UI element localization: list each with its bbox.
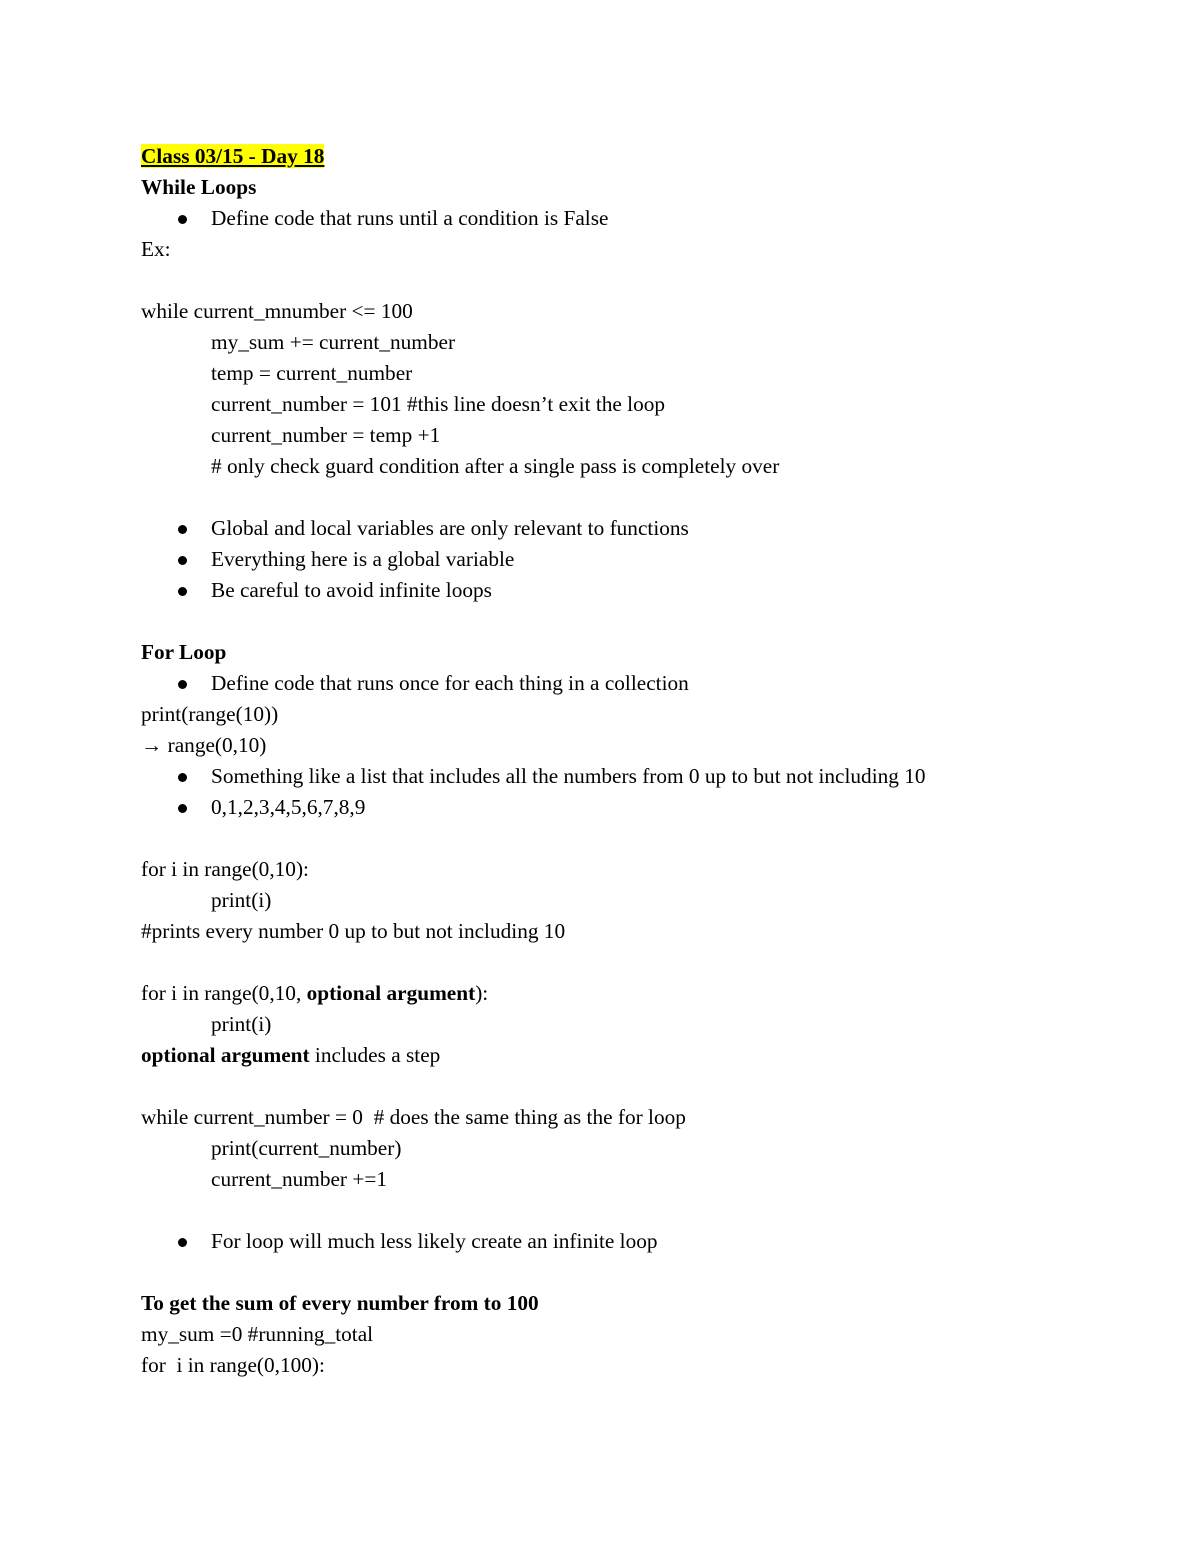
spacer bbox=[141, 947, 1071, 978]
list-item: For loop will much less likely create an infinite loop bbox=[141, 1226, 1071, 1257]
list-item: Define code that runs until a condition is False bbox=[141, 203, 1071, 234]
code-line: my_sum =0 #running_total bbox=[141, 1322, 374, 1346]
bullet-icon bbox=[178, 587, 187, 596]
document-page bbox=[141, 141, 1071, 1381]
code-line: for i in range(0,100): bbox=[141, 1353, 325, 1377]
optional-argument-note: optional argument includes a step bbox=[141, 1043, 441, 1067]
bullet-icon bbox=[178, 1238, 187, 1247]
code-line: temp = current_number bbox=[211, 361, 413, 385]
doc-title: Class 03/15 - Day 18 bbox=[141, 144, 325, 168]
while-loops-heading: While Loops bbox=[141, 175, 257, 199]
bullet-icon bbox=[178, 556, 187, 565]
bullet-icon bbox=[178, 525, 187, 534]
spacer bbox=[141, 1257, 1071, 1288]
code-line: # only check guard condition after a single pass is completely over bbox=[211, 454, 780, 478]
list-item: Define code that runs once for each thing in a collection bbox=[141, 668, 1071, 699]
code-line: for i in range(0,10, optional argument): bbox=[141, 981, 489, 1005]
bullet-icon bbox=[178, 215, 187, 224]
code-line: while current_number = 0 # does the same thing as the for loop bbox=[141, 1105, 686, 1129]
list-item: Global and local variables are only relevant to functions bbox=[141, 513, 1071, 544]
code-output-line: → range(0,10) bbox=[141, 733, 267, 757]
list-item: Everything here is a global variable bbox=[141, 544, 1071, 575]
spacer bbox=[141, 1195, 1071, 1226]
bullet-icon bbox=[178, 773, 187, 782]
code-line: print(range(10)) bbox=[141, 702, 279, 726]
list-item: Be careful to avoid infinite loops bbox=[141, 575, 1071, 606]
list-item: 0,1,2,3,4,5,6,7,8,9 bbox=[141, 792, 1071, 823]
spacer bbox=[141, 265, 1071, 296]
code-line: print(i) bbox=[211, 1012, 272, 1036]
spacer bbox=[141, 823, 1071, 854]
spacer bbox=[141, 482, 1071, 513]
code-line: current_number +=1 bbox=[211, 1167, 388, 1191]
code-line: my_sum += current_number bbox=[211, 330, 456, 354]
code-line: print(i) bbox=[211, 888, 272, 912]
sum-heading: To get the sum of every number from to 100 bbox=[141, 1291, 539, 1315]
doc-title-line bbox=[141, 141, 1071, 172]
code-line: current_number = 101 #this line doesn’t exit the loop bbox=[211, 392, 666, 416]
code-line: while current_mnumber <= 100 bbox=[141, 299, 413, 323]
bullet-icon bbox=[178, 804, 187, 813]
code-line: for i in range(0,10): bbox=[141, 857, 309, 881]
for-loop-heading: For Loop bbox=[141, 640, 227, 664]
spacer bbox=[141, 606, 1071, 637]
list-item: Something like a list that includes all the numbers from 0 up to but not including 10 bbox=[141, 761, 1071, 792]
spacer bbox=[141, 1071, 1071, 1102]
bullet-icon bbox=[178, 680, 187, 689]
code-line: print(current_number) bbox=[211, 1136, 402, 1160]
code-line: current_number = temp +1 bbox=[211, 423, 441, 447]
code-comment-line: #prints every number 0 up to but not including 10 bbox=[141, 919, 566, 943]
ex-label: Ex: bbox=[141, 237, 171, 261]
